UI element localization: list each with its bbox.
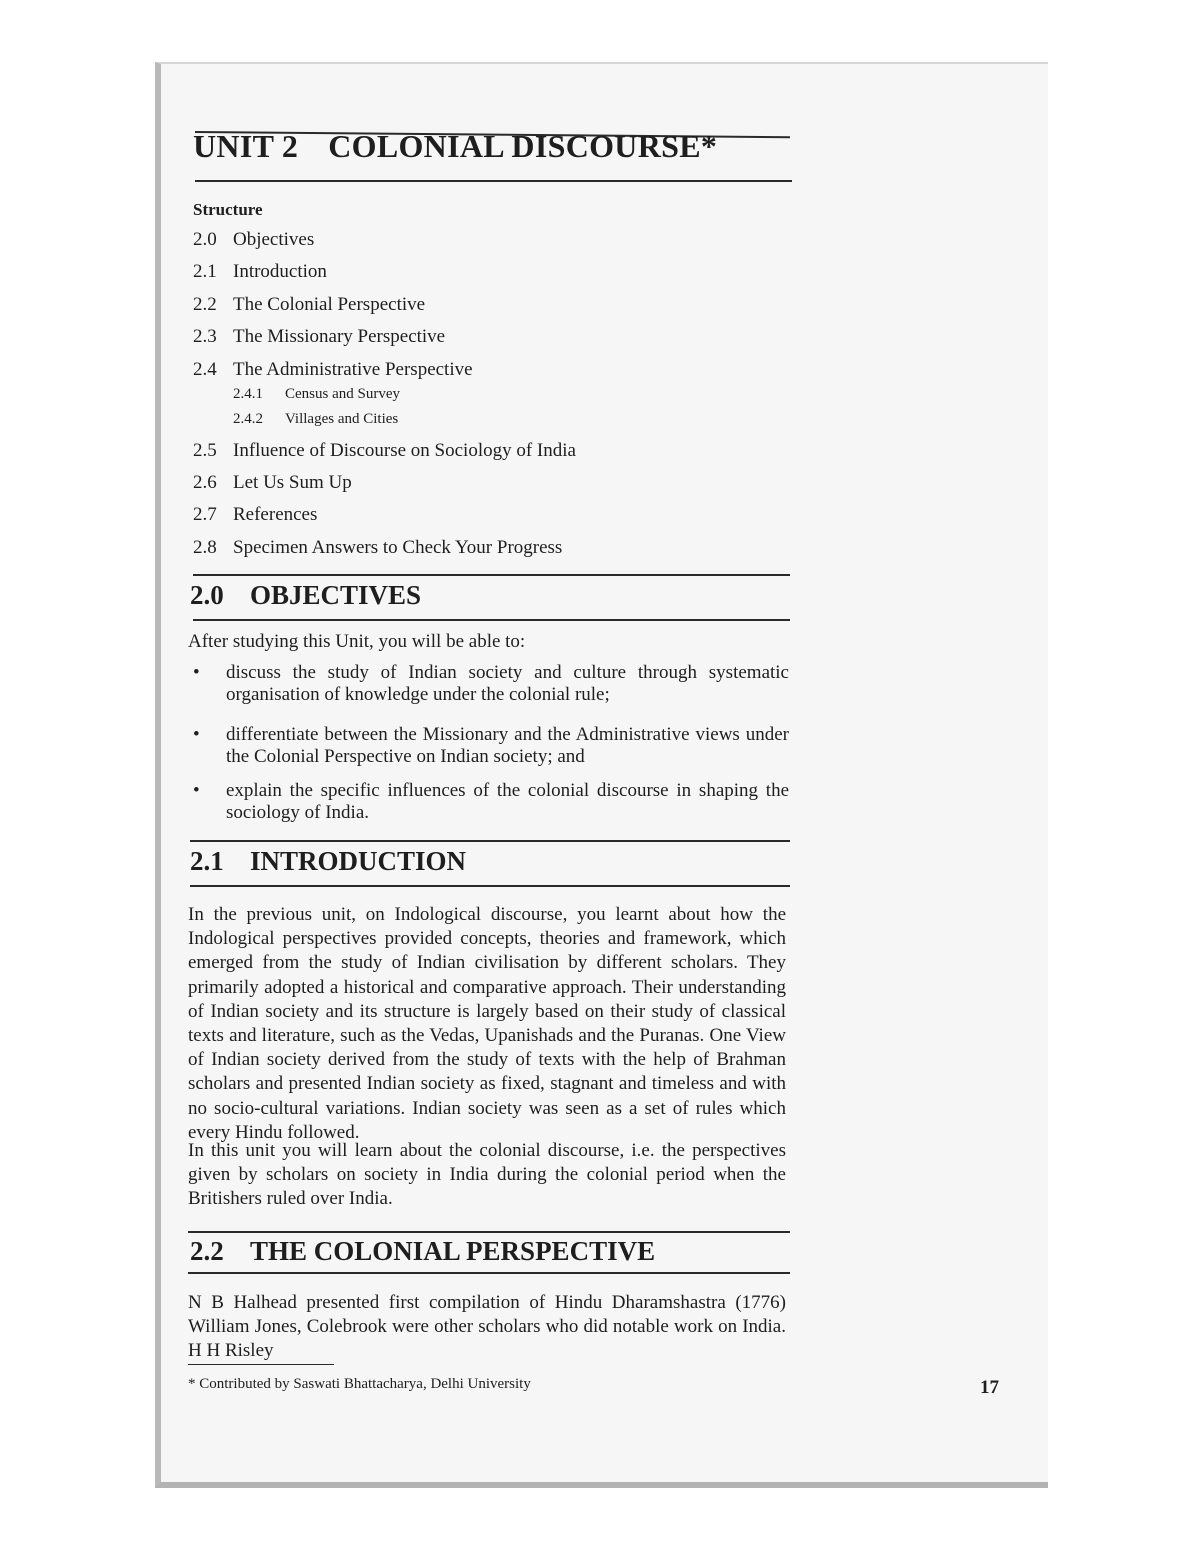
toc-number: 2.4.1 xyxy=(233,386,263,402)
toc-text: Objectives xyxy=(233,229,315,250)
footnote-rule xyxy=(188,1364,334,1365)
footnote: * Contributed by Saswati Bhattacharya, Delhi University xyxy=(188,1376,531,1392)
toc-number: 2.1 xyxy=(193,261,217,282)
introduction-paragraph: In the previous unit, on Indological discourse, you learnt about how the Indological perspectives provided concepts, theories and framework, which emerged from the study of Indian civilisation by different scholars. They primarily adopted a historical and comparative approach. Their understanding of Indian society and its structure is largely based on their study of classical texts and literature, such as the Vedas, Upanishads and the Puranas. One View of Indian society derived from the study of texts with the help of Brahman scholars and presented Indian society as fixed, stagnant and timeless and with no socio-cultural variations. Indian society was seen as a set of rules which every Hindu followed. xyxy=(188,904,786,1143)
introduction-top-rule xyxy=(190,840,790,842)
colonial-heading xyxy=(190,1236,655,1267)
toc-number: 2.0 xyxy=(193,229,217,250)
objectives-intro: After studying this Unit, you will be able to: xyxy=(188,631,526,652)
section-number: 2.1 xyxy=(190,846,224,876)
section-title: THE COLONIAL PERSPECTIVE xyxy=(250,1236,656,1266)
colonial-bottom-rule xyxy=(188,1272,790,1274)
unit-title xyxy=(193,128,717,165)
objectives-top-rule xyxy=(193,574,790,576)
structure-label: Structure xyxy=(193,200,263,219)
toc-number: 2.4 xyxy=(193,359,217,380)
toc-text: The Administrative Perspective xyxy=(233,359,473,380)
title-bottom-rule xyxy=(195,180,792,182)
bullet-dot-icon: • xyxy=(193,724,200,745)
page-number: 17 xyxy=(980,1377,999,1398)
toc-number: 2.8 xyxy=(193,537,217,558)
toc-text: Villages and Cities xyxy=(285,411,399,427)
objective-bullet xyxy=(193,662,789,708)
bullet-dot-icon: • xyxy=(193,662,200,683)
bullet-text: differentiate between the Missionary and the Administrative views under the Colonial Perspective on Indian society; and xyxy=(226,724,789,767)
unit-number: UNIT 2 xyxy=(193,128,299,164)
toc-text: Specimen Answers to Check Your Progress xyxy=(233,537,563,558)
toc-number: 2.6 xyxy=(193,472,217,493)
colonial-top-rule xyxy=(188,1231,790,1233)
introduction-heading xyxy=(190,846,466,877)
toc-number: 2.3 xyxy=(193,326,217,347)
toc-text: The Colonial Perspective xyxy=(233,294,426,315)
bullet-text: explain the specific influences of the colonial discourse in shaping the sociology of India. xyxy=(226,780,789,823)
objective-bullet xyxy=(193,780,789,826)
objectives-heading xyxy=(190,580,421,611)
toc-number: 2.7 xyxy=(193,504,217,525)
toc-text: Introduction xyxy=(233,261,327,282)
section-title: OBJECTIVES xyxy=(250,580,422,610)
section-number: 2.0 xyxy=(190,580,224,610)
toc-number: 2.2 xyxy=(193,294,217,315)
section-title: INTRODUCTION xyxy=(250,846,467,876)
bullet-text: discuss the study of Indian society and culture through systematic organisation of knowledge under the colonial rule; xyxy=(226,662,789,705)
objective-bullet xyxy=(193,724,789,770)
toc-text: References xyxy=(233,504,318,525)
unit-name: COLONIAL DISCOURSE* xyxy=(328,128,718,164)
toc-text: Influence of Discourse on Sociology of India xyxy=(233,440,576,461)
toc-text: Census and Survey xyxy=(285,386,400,402)
toc-number: 2.5 xyxy=(193,440,217,461)
toc-text: Let Us Sum Up xyxy=(233,472,352,493)
section-number: 2.2 xyxy=(190,1236,224,1266)
toc-text: The Missionary Perspective xyxy=(233,326,446,347)
objectives-bottom-rule xyxy=(193,619,790,621)
bullet-dot-icon: • xyxy=(193,780,200,801)
colonial-paragraph: N B Halhead presented first compilation of Hindu Dharamshastra (1776) William Jones, Colebrook were other scholars who did notable work on India. H H Risley xyxy=(188,1292,786,1362)
toc-number: 2.4.2 xyxy=(233,411,263,427)
introduction-paragraph: In this unit you will learn about the colonial discourse, i.e. the perspectives given by scholars on society in India during the colonial period when the Britishers ruled over India. xyxy=(188,1140,786,1210)
introduction-bottom-rule xyxy=(190,885,790,887)
